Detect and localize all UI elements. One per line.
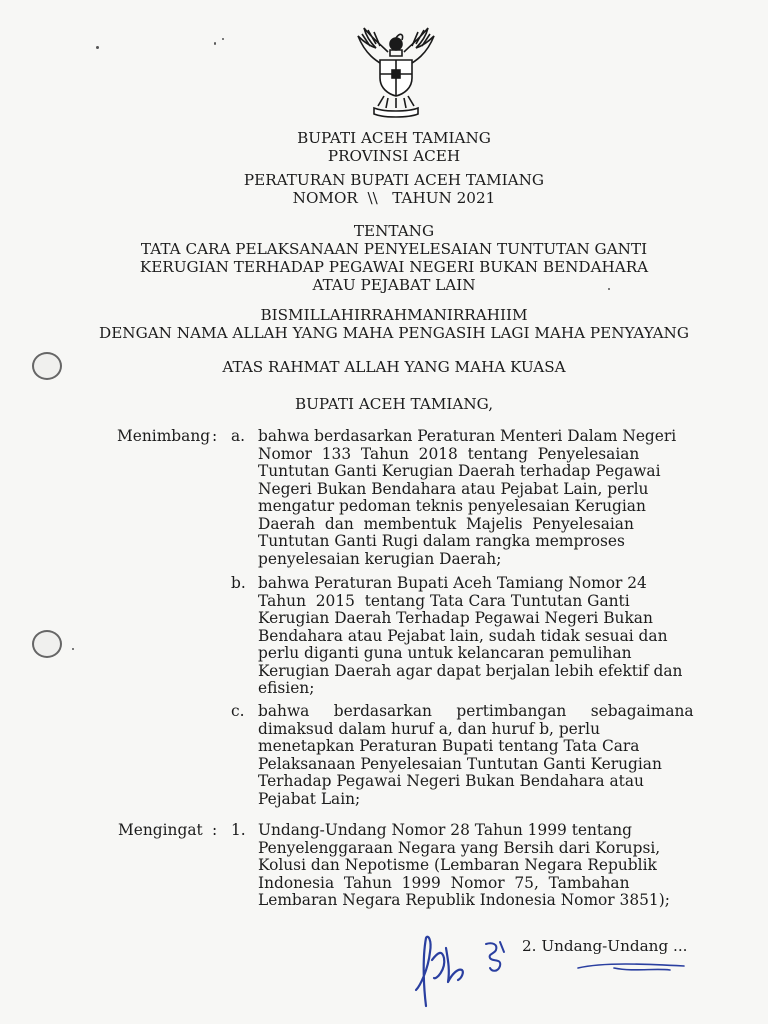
observing-colon: : [212,821,218,839]
regulation-number: NOMOR \\ TAHUN 2021 [292,189,496,207]
continuation-note: 2. Undang-Undang ... [522,937,688,955]
item-marker: c. [231,702,245,720]
garuda-emblem-icon [348,22,444,118]
subject-line: TATA CARA PELAKSANAAN PENYELESAIAN TUNTUTAN GANTI [140,240,648,258]
considering-label: Menimbang [117,427,211,445]
basmalah-block [0,306,768,342]
item-marker: 1. [231,821,246,839]
about-label: TENTANG [353,222,435,240]
item-marker: b. [231,574,246,592]
subject-heading [0,222,768,294]
regent-salutation: BUPATI ACEH TAMIANG, [294,395,494,413]
scan-speck [222,38,224,40]
considering-item-a: bahwa berdasarkan Peraturan Menteri Dalam Negeri Nomor 133 Tahun 2018 tentang Penyelesaian Tuntutan Ganti Kerugian Daerah terhadap Pegawai Negeri Bukan Bendahara atau Pejabat Lain, perlu mengatur pedoman teknis penyelesaian Kerugian Daerah dan membentuk Majelis Penyelesaian Tuntutan Ganti Rugi dalam rangka memproses penyelesaian kerugian Daerah; [258,427,677,568]
subject-line: ATAU PEJABAT LAIN [312,276,476,294]
regulation-title: PERATURAN BUPATI ACEH TAMIANG [243,171,545,189]
scan-speck [96,46,99,49]
continuation-underline [574,958,694,978]
considering-section [0,428,768,808]
scan-speck [214,42,216,45]
considering-item-b: bahwa Peraturan Bupati Aceh Tamiang Nomor 24 Tahun 2015 tentang Tata Cara Tuntutan Ganti Kerugian Daerah Terhadap Pegawai Negeri Bukan Bendahara atau Pejabat lain, sudah tidak sesuai dan perlu diganti guna untuk kelancaran pemulihan Kerugian Daerah agar dapat berjalan lebih efektif dan efisien; [258,574,683,697]
regent-title: BUPATI ACEH TAMIANG [297,129,491,147]
regent-heading [0,129,768,165]
considering-item-c: bahwa berdasarkan pertimbangan sebagaimana dimaksud dalam huruf a, dan huruf b, perlu menetapkan Peraturan Bupati tentang Tata Cara Pelaksanaan Penyelesaian Tuntutan Ganti Kerugian Terhadap Pegawai Negeri Bukan Bendahara atau Pejabat Lain; [258,702,694,808]
province-title: PROVINSI ACEH [327,147,461,165]
considering-colon: : [212,427,218,445]
observing-section [0,822,768,922]
observing-label: Mengingat [118,821,203,839]
regulation-heading [0,171,768,207]
item-marker: a. [231,427,246,445]
subject-line: KERUGIAN TERHADAP PEGAWAI NEGERI BUKAN BENDAHARA [139,258,649,276]
basmalah-translation: DENGAN NAMA ALLAH YANG MAHA PENGASIH LAGI MAHA PENYAYANG [99,324,689,342]
grace-line: ATAS RAHMAT ALLAH YANG MAHA KUASA [222,358,566,376]
basmalah: BISMILLAHIRRAHMANIRRAHIIM [260,306,528,324]
observing-item-1: Undang-Undang Nomor 28 Tahun 1999 tentang Penyelenggaraan Negara yang Bersih dari Korupsi, Kolusi dan Nepotisme (Lembaran Negara Republik Indonesia Tahun 1999 Nomor 75, Tambahan Lembaran Negara Republik Indonesia Nomor 3851); [258,821,670,909]
second-initial-icon [478,936,518,976]
